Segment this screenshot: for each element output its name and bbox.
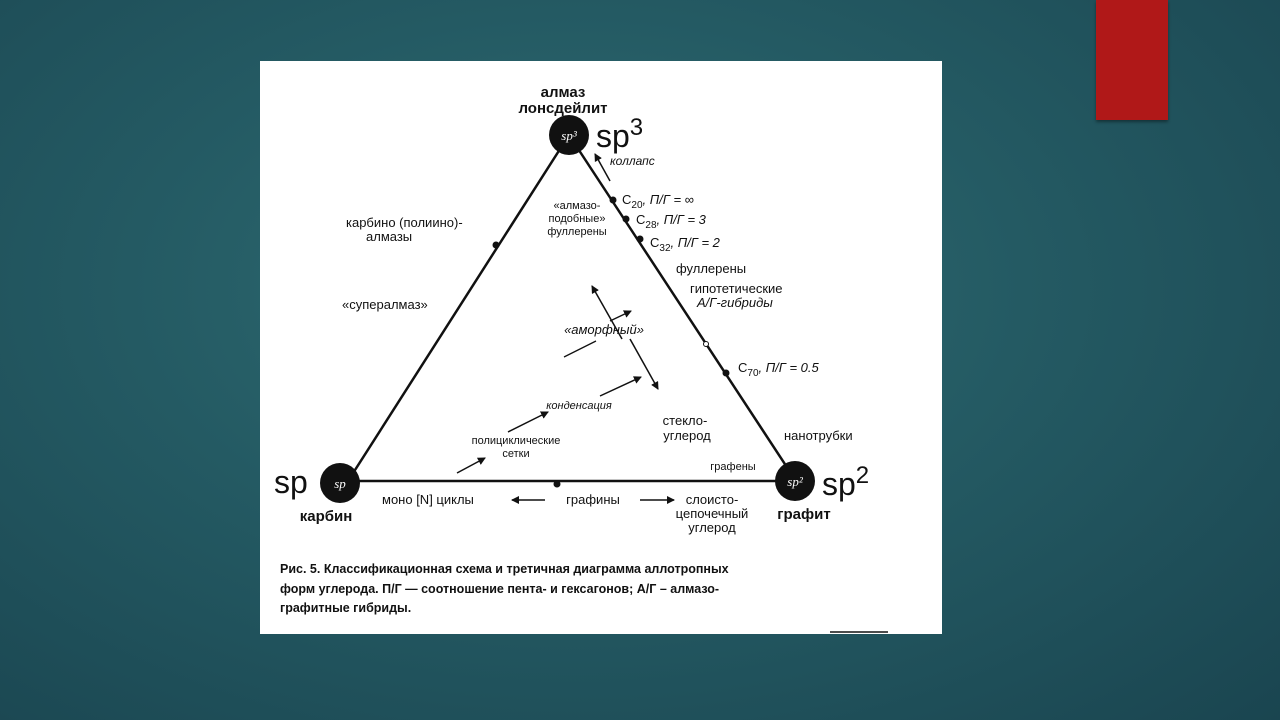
label-steklo-2: углерод <box>663 428 711 443</box>
node-sp-label: sp <box>334 476 346 491</box>
label-sloisto-3: углерод <box>688 520 736 535</box>
label-grafeny: графены <box>710 461 756 473</box>
edge-dot <box>623 216 630 223</box>
red-accent-bar <box>1096 0 1168 120</box>
label-karbin: карбин <box>299 508 353 525</box>
label-fullereny: фуллерены <box>676 261 747 276</box>
label-amorph: «аморфный» <box>564 322 644 337</box>
label-hybrid-2: А/Г-гибриды <box>697 295 773 310</box>
label-c70: $C_{70}$, П/Г = 0.5 <box>738 360 819 379</box>
label-grafit: графит <box>777 506 831 523</box>
node-sp3-label: sp³ <box>561 128 577 143</box>
arrow-mid-1 <box>564 341 596 357</box>
arrow-amorph-small <box>610 311 631 321</box>
caption-line-2: форм углерода. П/Г — соотношение пента- и гексагонов; А/Г – алмазо- <box>280 582 720 596</box>
label-superalmaz: «супералмаз» <box>342 297 428 312</box>
label-hybrid-1: гипотетические <box>690 281 783 296</box>
caption-line-3: графитные гибриды. <box>280 601 412 615</box>
caption-line-1: Рис. 5. Классификационная схема и третичная диаграмма аллотропных <box>280 562 729 576</box>
edge-dot <box>554 481 561 488</box>
label-lonsdeylit: лонсдейлит <box>518 100 608 117</box>
edge-dot <box>610 197 617 204</box>
arrow-kondensacia <box>508 412 548 432</box>
label-nanotubes: нанотрубки <box>784 428 853 443</box>
label-polycyclic-2: сетки <box>502 448 530 460</box>
label-sloisto-2: цепочечный <box>675 506 749 521</box>
label-karbino-1: карбино (полиино)- <box>346 215 463 230</box>
label-almaz: алмаз <box>540 84 586 101</box>
label-collapse: коллапс <box>610 154 655 168</box>
label-almaz-like-1: «алмазо- <box>553 200 601 212</box>
edge-dot <box>704 342 709 347</box>
label-karbino-2: алмазы <box>366 229 413 244</box>
big-sp3: $sp^3$ <box>596 114 644 154</box>
edge-dot <box>723 370 730 377</box>
big-sp-left: sp <box>274 464 308 500</box>
label-mono: моно [N] циклы <box>382 492 474 507</box>
ternary-diagram <box>260 61 942 634</box>
node-sp2-label: sp² <box>787 474 803 489</box>
edge-dot <box>637 236 644 243</box>
label-polycyclic-1: полициклические <box>471 435 561 447</box>
arrow-down-right <box>630 339 658 389</box>
arrow-polycyclic <box>457 458 485 473</box>
big-sp2: $sp^2$ <box>822 462 870 502</box>
label-grafiny: графины <box>566 492 620 507</box>
arrow-mid-2 <box>600 377 641 396</box>
label-c28: $C_{28}$, П/Г = 3 <box>636 212 706 231</box>
diagram-figure <box>260 61 942 634</box>
label-c20: $C_{20}$, П/Г = ∞ <box>622 192 694 211</box>
label-steklo-1: стекло- <box>662 413 708 428</box>
label-sloisto-1: слоисто- <box>685 492 739 507</box>
label-c32: $C_{32}$, П/Г = 2 <box>650 235 720 254</box>
label-almaz-like-2: подобные» <box>548 213 606 225</box>
edge-dot <box>493 242 500 249</box>
label-almaz-like-3: фуллерены <box>547 226 607 238</box>
label-kondensacia: конденсация <box>546 400 612 412</box>
